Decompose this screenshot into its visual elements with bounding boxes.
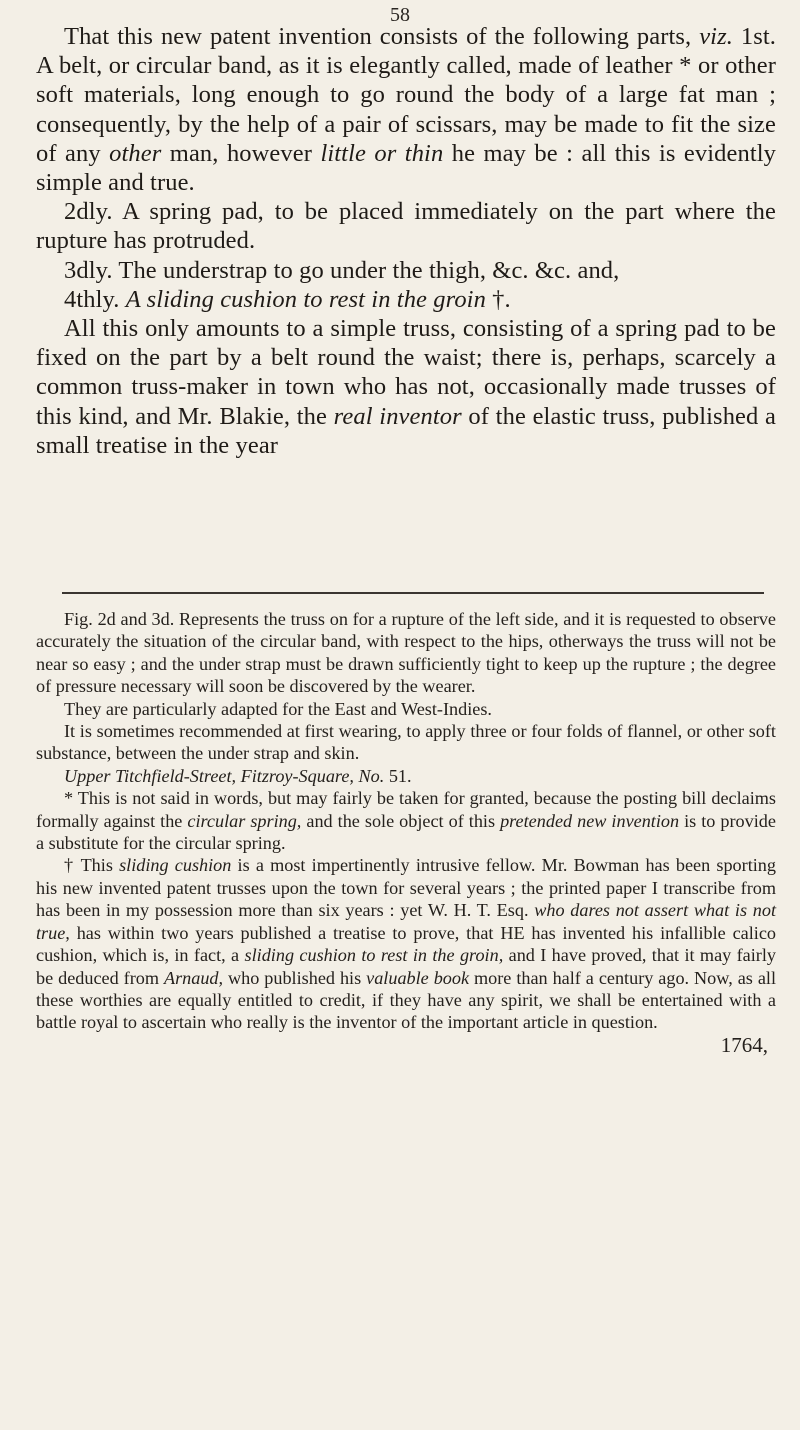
paragraph-third-part: 3dly. The understrap to go under the thigh, &c. &c. and, [64,256,620,284]
note-flannel: It is sometimes recommended at first wearing, to apply three or four folds of flannel, or other soft substance, between the under strap and skin. [36,721,776,764]
note-address: Upper Titchfield-Street, Fitzroy-Square, No. 51. [64,765,412,786]
paragraph-simple-truss: All this only amounts to a simple truss, consisting of a spring pad to be fixed on the part by a belt round the waist; there is, perhaps, scarcely a common truss-maker in town who has not, occasionally made trusses of this kind, and Mr. Blakie, the real inventor of the elastic truss, published a small treatise in the year [36,315,777,459]
note-figure-caption: Fig. 2d and 3d. Represents the truss on for a rupture of the left side, and it is requested to observe accurately the situation of the circular band, with respect to the hips, otherways the truss will not be near so easy ; and the under strap must be drawn sufficiently tight to keep up the rupture ; the degree of pressure necessary will soon be discovered by the wearer. [36,609,776,697]
paragraph-second-part: 2dly. A spring pad, to be placed immediately on the part where the rupture has protruded. [36,198,776,255]
paragraph-fourth-part: 4thly. A sliding cushion to rest in the groin †. [64,285,511,313]
note-indies: They are particularly adapted for the East and West-Indies. [64,698,492,719]
footnote-dagger: † This sliding cushion is a most impertinently intrusive fellow. Mr. Bowman has been sporting his new invented patent trusses upon the town for several years ; the printed paper I transcribe from has been in my possession more than six years : yet W. H. T. Esq. who dares not assert what is not true, has within two years published a treatise to prove, that HE has invented his infallible calico cushion, which is, in fact, a sliding cushion to rest in the groin, and I have proved, that it may fairly be deduced from Arnaud, who published his valuable book more than half a century ago. Now, as all these worthies are equally entitled to credit, if they have any spirit, we shall be entertained with a battle royal to ascertain who really is the inventor of the important article in question. [36,855,777,1033]
footnote-divider [62,592,764,594]
footnotes [36,608,776,1056]
footnote-asterisk: * This is not said in words, but may fairly be taken for granted, because the posting bill declaims formally against the circular spring, and the sole object of this pretended new invention is to provide a substitute for the circular spring. [36,788,776,854]
main-body-text [36,22,776,460]
paragraph-parts-list: That this new patent invention consists of the following parts, viz. 1st. A belt, or circular band, as it is elegantly called, made of leather * or other soft materials, long enough to go round the body of a large fat man ; consequently, by the help of a pair of scissars, may be made to fit the size of any other man, however little or thin he may be : all this is evidently simple and true. [36,23,777,197]
catchword: 1764, [720,1032,768,1057]
page-number: 58 [390,4,410,26]
